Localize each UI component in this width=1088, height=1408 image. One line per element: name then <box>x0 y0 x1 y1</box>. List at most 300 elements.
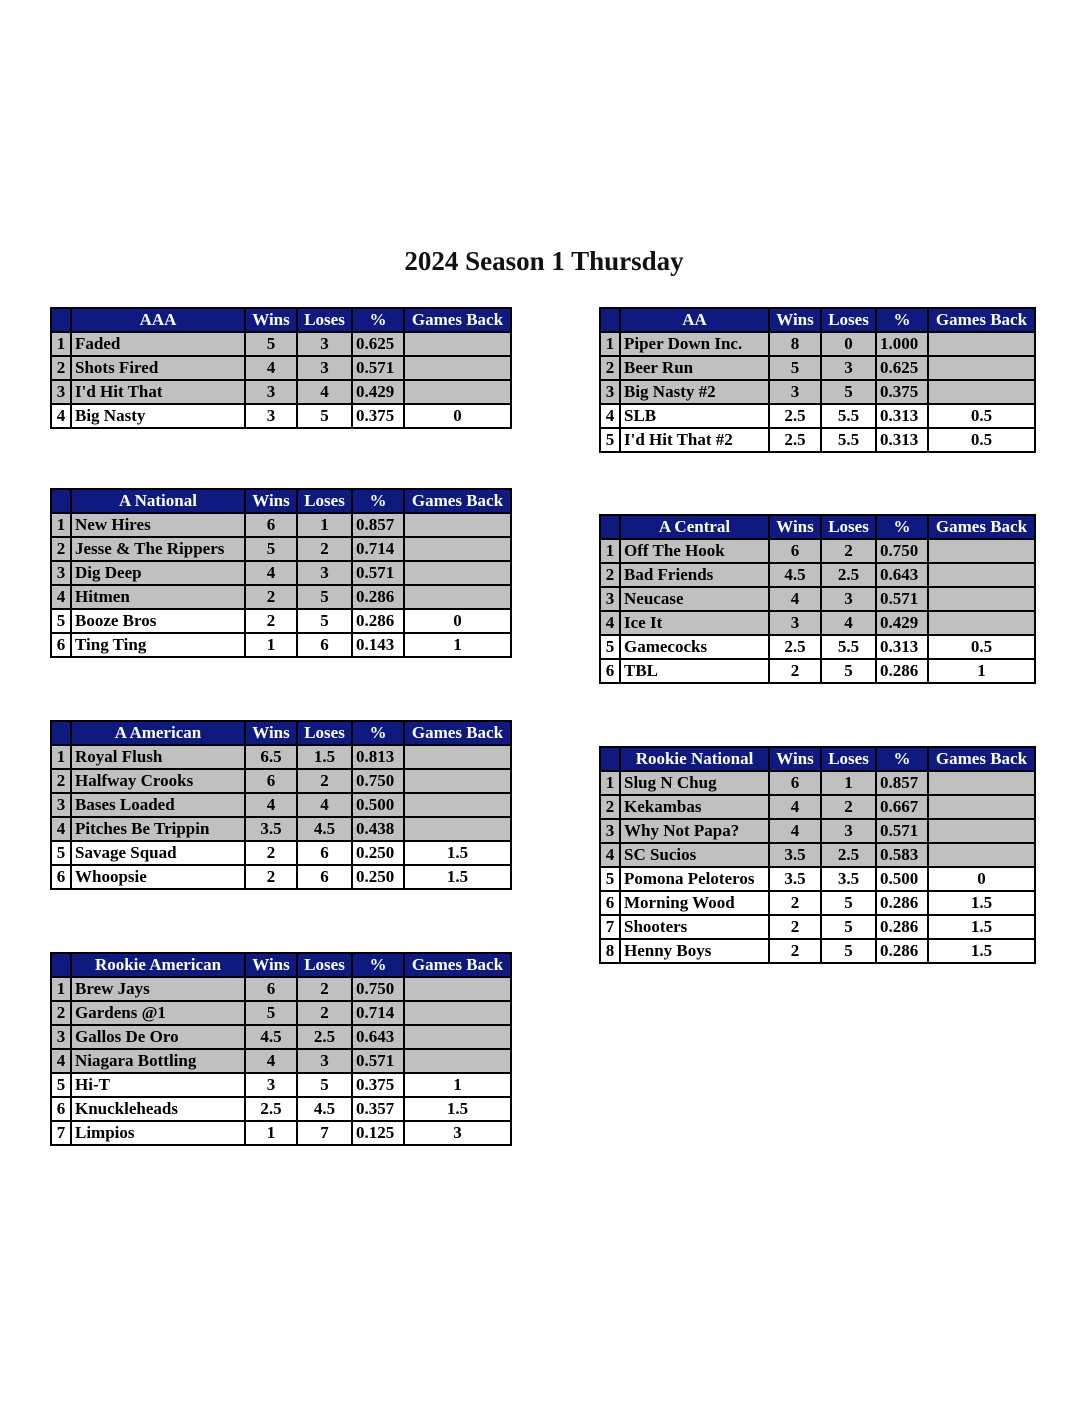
table-row <box>600 332 1035 356</box>
loses-cell: 2.5 <box>297 1025 352 1049</box>
wins-cell: 2 <box>245 841 297 865</box>
loses-cell: 5 <box>297 404 352 428</box>
rank-cell: 7 <box>600 915 620 939</box>
table-row <box>600 819 1035 843</box>
pct-header: % <box>352 721 404 745</box>
table-row <box>600 563 1035 587</box>
games-back-header: Games Back <box>404 489 511 513</box>
pct-cell: 0.625 <box>876 356 928 380</box>
rank-cell: 2 <box>51 1001 71 1025</box>
pct-cell: 0.438 <box>352 817 404 841</box>
pct-cell: 0.286 <box>876 659 928 683</box>
pct-cell: 0.313 <box>876 635 928 659</box>
games-back-cell: 1.5 <box>404 1097 511 1121</box>
games-back-cell <box>404 585 511 609</box>
games-back-cell: 1 <box>404 633 511 657</box>
rank-cell: 5 <box>600 867 620 891</box>
loses-cell: 5 <box>821 891 876 915</box>
wins-cell: 3 <box>769 611 821 635</box>
table-row <box>51 1097 511 1121</box>
wins-cell: 2.5 <box>769 428 821 452</box>
games-back-cell: 1.5 <box>928 891 1035 915</box>
table-header-row <box>600 747 1035 771</box>
wins-cell: 6 <box>769 771 821 795</box>
loses-header: Loses <box>297 953 352 977</box>
team-name-cell: Pomona Peloteros <box>620 867 769 891</box>
games-back-cell <box>928 795 1035 819</box>
wins-cell: 3.5 <box>769 867 821 891</box>
rank-cell: 5 <box>600 635 620 659</box>
rank-cell: 6 <box>51 633 71 657</box>
rank-cell: 2 <box>51 769 71 793</box>
table-row <box>51 609 511 633</box>
standings-table-aa <box>599 307 1036 453</box>
table-row <box>51 633 511 657</box>
table-row <box>600 867 1035 891</box>
loses-header: Loses <box>297 489 352 513</box>
games-back-cell: 1.5 <box>928 939 1035 963</box>
team-name-cell: Off The Hook <box>620 539 769 563</box>
wins-cell: 2 <box>769 915 821 939</box>
loses-header: Loses <box>821 308 876 332</box>
rank-cell: 3 <box>51 380 71 404</box>
table-header-row <box>600 515 1035 539</box>
loses-cell: 5.5 <box>821 635 876 659</box>
wins-cell: 6 <box>245 977 297 1001</box>
loses-cell: 4 <box>297 380 352 404</box>
wins-header: Wins <box>769 747 821 771</box>
pct-cell: 0.643 <box>876 563 928 587</box>
pct-cell: 0.857 <box>352 513 404 537</box>
rank-cell: 3 <box>51 1025 71 1049</box>
loses-cell: 3.5 <box>821 867 876 891</box>
wins-cell: 2 <box>769 659 821 683</box>
team-name-cell: Limpios <box>71 1121 245 1145</box>
loses-cell: 2 <box>297 1001 352 1025</box>
games-back-header: Games Back <box>404 953 511 977</box>
table-row <box>51 537 511 561</box>
team-name-cell: Pitches Be Trippin <box>71 817 245 841</box>
games-back-cell <box>404 561 511 585</box>
table-row <box>600 659 1035 683</box>
team-name-cell: Shooters <box>620 915 769 939</box>
team-name-cell: Shots Fired <box>71 356 245 380</box>
loses-cell: 3 <box>821 587 876 611</box>
pct-cell: 0.313 <box>876 404 928 428</box>
table-row <box>600 404 1035 428</box>
table-row <box>600 356 1035 380</box>
games-back-cell <box>928 380 1035 404</box>
wins-header: Wins <box>769 308 821 332</box>
wins-cell: 4 <box>245 793 297 817</box>
wins-cell: 4 <box>245 1049 297 1073</box>
table-row <box>600 915 1035 939</box>
loses-cell: 5 <box>297 1073 352 1097</box>
pct-cell: 0.571 <box>876 819 928 843</box>
pct-cell: 0.813 <box>352 745 404 769</box>
division-name: AA <box>620 308 769 332</box>
pct-cell: 0.250 <box>352 865 404 889</box>
loses-header: Loses <box>821 515 876 539</box>
wins-cell: 3 <box>245 380 297 404</box>
loses-cell: 3 <box>297 356 352 380</box>
table-header-row <box>600 308 1035 332</box>
games-back-cell <box>404 1049 511 1073</box>
pct-cell: 0.286 <box>876 939 928 963</box>
loses-cell: 5 <box>297 609 352 633</box>
games-back-cell: 0 <box>404 404 511 428</box>
table-row <box>51 841 511 865</box>
loses-cell: 3 <box>297 1049 352 1073</box>
pct-cell: 0.375 <box>352 404 404 428</box>
table-row <box>600 428 1035 452</box>
table-row <box>51 332 511 356</box>
table-header-row <box>51 721 511 745</box>
pct-cell: 0.643 <box>352 1025 404 1049</box>
wins-cell: 4 <box>769 587 821 611</box>
table-row <box>51 769 511 793</box>
table-row <box>51 561 511 585</box>
loses-header: Loses <box>297 721 352 745</box>
wins-cell: 5 <box>245 332 297 356</box>
pct-header: % <box>352 489 404 513</box>
loses-cell: 2 <box>821 795 876 819</box>
pct-cell: 0.357 <box>352 1097 404 1121</box>
loses-cell: 2.5 <box>821 563 876 587</box>
table-body <box>51 332 511 428</box>
games-back-cell: 1.5 <box>404 865 511 889</box>
loses-cell: 4 <box>821 611 876 635</box>
games-back-cell <box>928 611 1035 635</box>
rank-cell: 7 <box>51 1121 71 1145</box>
table-body <box>600 332 1035 452</box>
wins-header: Wins <box>245 953 297 977</box>
games-back-cell: 0 <box>928 867 1035 891</box>
rank-cell: 2 <box>51 537 71 561</box>
loses-cell: 2 <box>297 537 352 561</box>
wins-cell: 2.5 <box>245 1097 297 1121</box>
table-row <box>51 1001 511 1025</box>
loses-cell: 3 <box>297 561 352 585</box>
pct-cell: 0.750 <box>352 769 404 793</box>
loses-cell: 1.5 <box>297 745 352 769</box>
table-row <box>51 1073 511 1097</box>
wins-cell: 3.5 <box>245 817 297 841</box>
pct-cell: 0.375 <box>876 380 928 404</box>
games-back-cell <box>404 977 511 1001</box>
rank-cell: 1 <box>600 771 620 795</box>
table-row <box>51 1121 511 1145</box>
wins-cell: 4.5 <box>245 1025 297 1049</box>
loses-cell: 3 <box>821 819 876 843</box>
loses-cell: 6 <box>297 865 352 889</box>
games-back-cell <box>928 332 1035 356</box>
team-name-cell: Niagara Bottling <box>71 1049 245 1073</box>
rank-cell: 2 <box>51 356 71 380</box>
team-name-cell: Why Not Papa? <box>620 819 769 843</box>
pct-cell: 0.714 <box>352 537 404 561</box>
loses-cell: 3 <box>297 332 352 356</box>
loses-header: Loses <box>297 308 352 332</box>
team-name-cell: Big Nasty <box>71 404 245 428</box>
division-name: Rookie American <box>71 953 245 977</box>
rank-cell: 6 <box>600 659 620 683</box>
table-row <box>600 939 1035 963</box>
division-name: A National <box>71 489 245 513</box>
games-back-cell: 0.5 <box>928 635 1035 659</box>
rank-cell: 1 <box>51 332 71 356</box>
wins-cell: 6 <box>769 539 821 563</box>
games-back-cell: 3 <box>404 1121 511 1145</box>
pct-cell: 0.500 <box>876 867 928 891</box>
loses-cell: 2 <box>297 977 352 1001</box>
table-row <box>51 513 511 537</box>
team-name-cell: Halfway Crooks <box>71 769 245 793</box>
rank-cell: 4 <box>600 843 620 867</box>
division-name: A American <box>71 721 245 745</box>
wins-cell: 6 <box>245 769 297 793</box>
team-name-cell: SLB <box>620 404 769 428</box>
rank-cell: 2 <box>600 356 620 380</box>
rank-cell: 5 <box>51 1073 71 1097</box>
pct-cell: 0.313 <box>876 428 928 452</box>
table-body <box>51 977 511 1145</box>
games-back-cell <box>404 1001 511 1025</box>
team-name-cell: Brew Jays <box>71 977 245 1001</box>
games-back-cell <box>404 380 511 404</box>
division-name: AAA <box>71 308 245 332</box>
rank-cell: 3 <box>600 819 620 843</box>
loses-cell: 2.5 <box>821 843 876 867</box>
team-name-cell: Hitmen <box>71 585 245 609</box>
team-name-cell: Jesse & The Rippers <box>71 537 245 561</box>
games-back-cell <box>928 843 1035 867</box>
loses-cell: 2 <box>821 539 876 563</box>
rank-header <box>51 721 71 745</box>
pct-cell: 0.125 <box>352 1121 404 1145</box>
table-row <box>51 1049 511 1073</box>
rank-cell: 4 <box>600 404 620 428</box>
team-name-cell: Knuckleheads <box>71 1097 245 1121</box>
pct-cell: 0.571 <box>876 587 928 611</box>
games-back-cell <box>928 771 1035 795</box>
wins-header: Wins <box>245 489 297 513</box>
standings-table-a-american <box>50 720 512 890</box>
rank-cell: 4 <box>51 585 71 609</box>
wins-cell: 3 <box>245 1073 297 1097</box>
team-name-cell: Piper Down Inc. <box>620 332 769 356</box>
page-title: 2024 Season 1 Thursday <box>404 246 684 276</box>
games-back-header: Games Back <box>404 721 511 745</box>
pct-cell: 0.571 <box>352 1049 404 1073</box>
games-back-header: Games Back <box>928 747 1035 771</box>
loses-cell: 6 <box>297 633 352 657</box>
table-row <box>600 611 1035 635</box>
games-back-cell <box>404 513 511 537</box>
rank-cell: 5 <box>51 841 71 865</box>
team-name-cell: Kekambas <box>620 795 769 819</box>
rank-cell: 1 <box>51 745 71 769</box>
rank-cell: 4 <box>51 817 71 841</box>
standings-table-aaa <box>50 307 512 429</box>
games-back-cell <box>404 817 511 841</box>
games-back-cell: 1.5 <box>404 841 511 865</box>
loses-cell: 4 <box>297 793 352 817</box>
pct-cell: 0.750 <box>352 977 404 1001</box>
rank-cell: 1 <box>51 977 71 1001</box>
rank-cell: 3 <box>600 380 620 404</box>
rank-cell: 1 <box>600 539 620 563</box>
table-body <box>600 771 1035 963</box>
team-name-cell: Faded <box>71 332 245 356</box>
pct-cell: 0.750 <box>876 539 928 563</box>
table-header-row <box>51 489 511 513</box>
rank-cell: 5 <box>600 428 620 452</box>
loses-cell: 2 <box>297 769 352 793</box>
table-row <box>600 891 1035 915</box>
rank-header <box>600 515 620 539</box>
loses-cell: 1 <box>297 513 352 537</box>
table-row <box>51 585 511 609</box>
loses-cell: 3 <box>821 356 876 380</box>
wins-cell: 3 <box>769 380 821 404</box>
pct-cell: 0.625 <box>352 332 404 356</box>
wins-cell: 6.5 <box>245 745 297 769</box>
rank-cell: 1 <box>51 513 71 537</box>
standings-table-a-national <box>50 488 512 658</box>
wins-cell: 6 <box>245 513 297 537</box>
rank-cell: 8 <box>600 939 620 963</box>
pct-cell: 0.429 <box>876 611 928 635</box>
games-back-cell <box>404 537 511 561</box>
pct-cell: 0.583 <box>876 843 928 867</box>
games-back-cell <box>404 793 511 817</box>
team-name-cell: Ice It <box>620 611 769 635</box>
pct-cell: 0.286 <box>876 891 928 915</box>
table-row <box>600 843 1035 867</box>
wins-cell: 4 <box>769 819 821 843</box>
pct-header: % <box>876 308 928 332</box>
loses-cell: 5.5 <box>821 428 876 452</box>
team-name-cell: I'd Hit That #2 <box>620 428 769 452</box>
wins-cell: 4 <box>245 356 297 380</box>
wins-header: Wins <box>245 721 297 745</box>
wins-cell: 2 <box>769 891 821 915</box>
rank-cell: 4 <box>51 1049 71 1073</box>
team-name-cell: Henny Boys <box>620 939 769 963</box>
rank-cell: 6 <box>51 1097 71 1121</box>
table-row <box>600 539 1035 563</box>
team-name-cell: Gardens @1 <box>71 1001 245 1025</box>
team-name-cell: Big Nasty #2 <box>620 380 769 404</box>
loses-cell: 4.5 <box>297 817 352 841</box>
pct-header: % <box>352 953 404 977</box>
pct-cell: 0.571 <box>352 356 404 380</box>
standings-table-a-central <box>599 514 1036 684</box>
team-name-cell: SC Sucios <box>620 843 769 867</box>
games-back-cell: 1 <box>404 1073 511 1097</box>
team-name-cell: Bases Loaded <box>71 793 245 817</box>
division-name: A Central <box>620 515 769 539</box>
table-body <box>51 513 511 657</box>
wins-cell: 2 <box>245 585 297 609</box>
table-row <box>51 380 511 404</box>
loses-cell: 5 <box>821 915 876 939</box>
table-row <box>600 587 1035 611</box>
games-back-cell <box>404 1025 511 1049</box>
team-name-cell: TBL <box>620 659 769 683</box>
games-back-cell: 0.5 <box>928 428 1035 452</box>
pct-header: % <box>876 515 928 539</box>
table-row <box>51 977 511 1001</box>
wins-cell: 4.5 <box>769 563 821 587</box>
table-row <box>51 745 511 769</box>
wins-cell: 5 <box>245 537 297 561</box>
wins-cell: 2 <box>245 865 297 889</box>
table-row <box>51 404 511 428</box>
team-name-cell: Gamecocks <box>620 635 769 659</box>
team-name-cell: Slug N Chug <box>620 771 769 795</box>
pct-cell: 0.667 <box>876 795 928 819</box>
table-header-row <box>51 953 511 977</box>
wins-cell: 3.5 <box>769 843 821 867</box>
team-name-cell: Morning Wood <box>620 891 769 915</box>
games-back-cell: 0.5 <box>928 404 1035 428</box>
games-back-cell: 1 <box>928 659 1035 683</box>
loses-cell: 7 <box>297 1121 352 1145</box>
pct-cell: 0.143 <box>352 633 404 657</box>
pct-cell: 0.286 <box>876 915 928 939</box>
games-back-cell <box>404 745 511 769</box>
rank-cell: 1 <box>600 332 620 356</box>
wins-cell: 3 <box>245 404 297 428</box>
table-body <box>51 745 511 889</box>
standings-table-rookie-national <box>599 746 1036 964</box>
rank-cell: 2 <box>600 795 620 819</box>
pct-cell: 0.429 <box>352 380 404 404</box>
games-back-cell <box>928 539 1035 563</box>
games-back-cell <box>928 587 1035 611</box>
games-back-header: Games Back <box>928 515 1035 539</box>
wins-header: Wins <box>245 308 297 332</box>
games-back-header: Games Back <box>928 308 1035 332</box>
table-row <box>51 793 511 817</box>
rank-cell: 4 <box>51 404 71 428</box>
team-name-cell: Ting Ting <box>71 633 245 657</box>
pct-cell: 0.571 <box>352 561 404 585</box>
loses-cell: 5 <box>821 380 876 404</box>
rank-header <box>51 308 71 332</box>
table-header-row <box>51 308 511 332</box>
wins-cell: 4 <box>769 795 821 819</box>
table-row <box>600 635 1035 659</box>
table-row <box>600 771 1035 795</box>
wins-cell: 5 <box>769 356 821 380</box>
games-back-cell <box>928 356 1035 380</box>
pct-cell: 0.857 <box>876 771 928 795</box>
wins-cell: 4 <box>245 561 297 585</box>
games-back-cell <box>404 356 511 380</box>
table-body <box>600 539 1035 683</box>
games-back-cell <box>404 769 511 793</box>
rank-cell: 3 <box>51 793 71 817</box>
rank-cell: 6 <box>600 891 620 915</box>
table-row <box>51 356 511 380</box>
table-row <box>51 817 511 841</box>
team-name-cell: Beer Run <box>620 356 769 380</box>
loses-cell: 5.5 <box>821 404 876 428</box>
rank-cell: 4 <box>600 611 620 635</box>
